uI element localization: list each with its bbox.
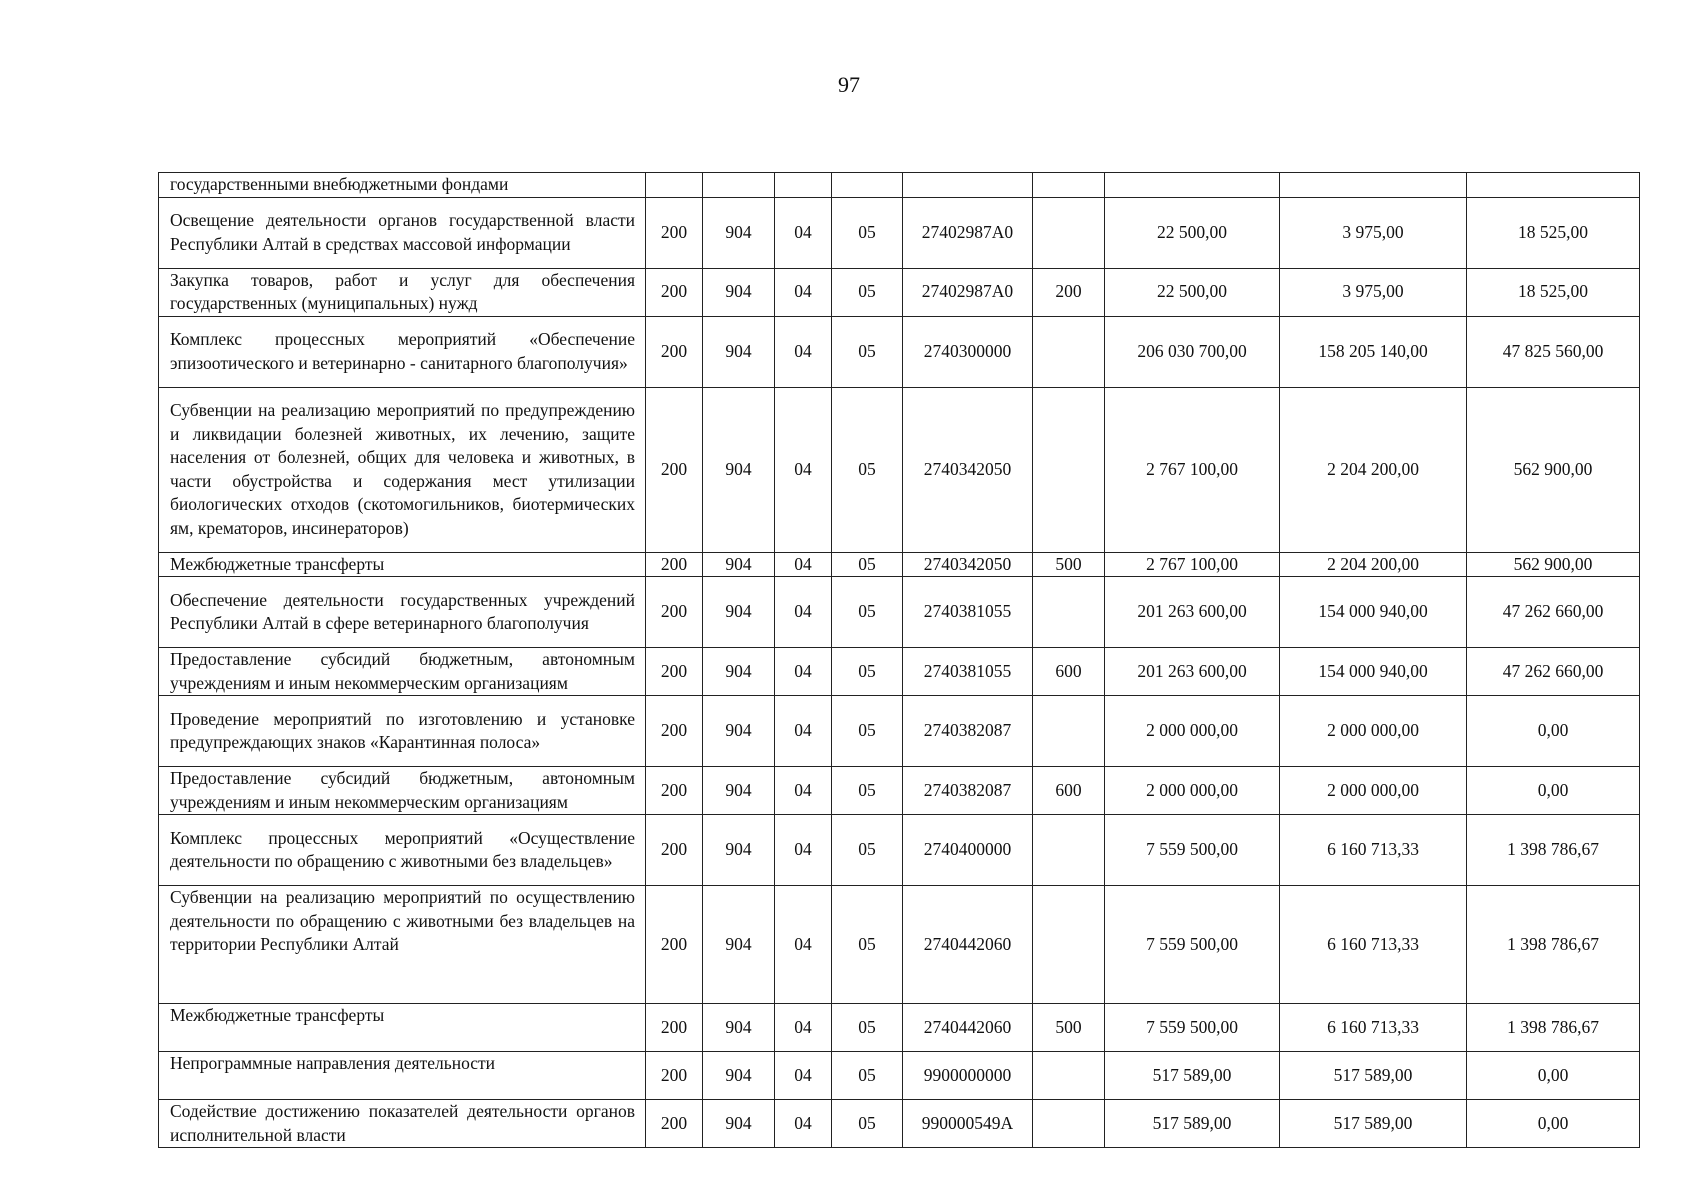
cell-target-article: 9900000000 xyxy=(903,1052,1033,1100)
cell-name: Субвенции на реализацию мероприятий по осуществлению деятельности по обращению с животными без владельцев на территории Республики Алтай xyxy=(159,886,646,1004)
cell-federal: 158 205 140,00 xyxy=(1280,316,1467,387)
cell-republic: 0,00 xyxy=(1467,1100,1640,1148)
cell-republic: 47 262 660,00 xyxy=(1467,648,1640,696)
cell-section: 04 xyxy=(775,696,832,767)
cell-ministry: 904 xyxy=(703,552,775,577)
cell-name: Субвенции на реализацию мероприятий по предупреждению и ликвидации болезней животных, их лечению, защите населения от болезней, общих для человека и животных, в части обустройства и содержания мест утилизации биологических отходов (скотомогильников, биотермических ям, крематоров, инсинераторов) xyxy=(159,387,646,552)
cell-federal: 154 000 940,00 xyxy=(1280,648,1467,696)
cell-ministry: 904 xyxy=(703,1004,775,1052)
table-row xyxy=(159,387,1640,552)
table-row xyxy=(159,1100,1640,1148)
cell-name: Непрограммные направления деятельности xyxy=(159,1052,646,1100)
cell-name: государственными внебюджетными фондами xyxy=(159,173,646,198)
cell-section: 04 xyxy=(775,815,832,886)
cell-name: Предоставление субсидий бюджетным, автономным учреждениям и иным некоммерческим организациям xyxy=(159,648,646,696)
cell-federal: 6 160 713,33 xyxy=(1280,815,1467,886)
cell-name: Комплекс процессных мероприятий «Осуществление деятельности по обращению с животными без владельцев» xyxy=(159,815,646,886)
cell-code: 200 xyxy=(646,648,703,696)
cell-section: 04 xyxy=(775,648,832,696)
cell-subsection: 05 xyxy=(832,648,903,696)
cell-subsection: 05 xyxy=(832,577,903,648)
cell-total: 2 767 100,00 xyxy=(1105,387,1280,552)
cell-name: Закупка товаров, работ и услуг для обеспечения государственных (муниципальных) нужд xyxy=(159,268,646,316)
cell-target-article: 2740381055 xyxy=(903,648,1033,696)
cell-target-article: 2740381055 xyxy=(903,577,1033,648)
cell-ministry: 904 xyxy=(703,696,775,767)
cell-republic: 0,00 xyxy=(1467,1052,1640,1100)
cell-federal: 6 160 713,33 xyxy=(1280,886,1467,1004)
table-row xyxy=(159,696,1640,767)
cell-subsection: 05 xyxy=(832,1100,903,1148)
cell-republic: 47 825 560,00 xyxy=(1467,316,1640,387)
cell-total: 7 559 500,00 xyxy=(1105,1004,1280,1052)
cell-ministry: 904 xyxy=(703,387,775,552)
cell-code: 200 xyxy=(646,696,703,767)
cell-name: Предоставление субсидий бюджетным, автономным учреждениям и иным некоммерческим организациям xyxy=(159,767,646,815)
cell-code: 200 xyxy=(646,552,703,577)
cell-federal xyxy=(1280,173,1467,198)
table-row xyxy=(159,648,1640,696)
cell-subsection: 05 xyxy=(832,696,903,767)
cell-code: 200 xyxy=(646,268,703,316)
cell-federal: 2 204 200,00 xyxy=(1280,552,1467,577)
cell-subsection: 05 xyxy=(832,886,903,1004)
cell-total: 22 500,00 xyxy=(1105,268,1280,316)
cell-code: 200 xyxy=(646,1004,703,1052)
table-row xyxy=(159,268,1640,316)
cell-expense-type xyxy=(1033,696,1105,767)
cell-code: 200 xyxy=(646,316,703,387)
cell-ministry: 904 xyxy=(703,648,775,696)
cell-code: 200 xyxy=(646,197,703,268)
cell-code: 200 xyxy=(646,1100,703,1148)
table-row xyxy=(159,577,1640,648)
cell-republic: 18 525,00 xyxy=(1467,268,1640,316)
cell-total: 206 030 700,00 xyxy=(1105,316,1280,387)
table-row xyxy=(159,886,1640,1004)
page-number: 97 xyxy=(838,72,860,97)
cell-target-article: 2740400000 xyxy=(903,815,1033,886)
table-row xyxy=(159,815,1640,886)
cell-code: 200 xyxy=(646,815,703,886)
cell-subsection xyxy=(832,173,903,198)
cell-target-article: 2740382087 xyxy=(903,696,1033,767)
cell-total: 201 263 600,00 xyxy=(1105,648,1280,696)
cell-republic: 1 398 786,67 xyxy=(1467,886,1640,1004)
cell-expense-type xyxy=(1033,1052,1105,1100)
cell-section: 04 xyxy=(775,552,832,577)
cell-expense-type xyxy=(1033,316,1105,387)
cell-target-article: 990000549А xyxy=(903,1100,1033,1148)
cell-subsection: 05 xyxy=(832,1004,903,1052)
cell-republic: 1 398 786,67 xyxy=(1467,1004,1640,1052)
cell-code: 200 xyxy=(646,767,703,815)
cell-subsection: 05 xyxy=(832,815,903,886)
cell-expense-type: 600 xyxy=(1033,767,1105,815)
cell-section: 04 xyxy=(775,1100,832,1148)
cell-expense-type xyxy=(1033,197,1105,268)
cell-name: Проведение мероприятий по изготовлению и установке предупреждающих знаков «Карантинная полоса» xyxy=(159,696,646,767)
cell-section: 04 xyxy=(775,1052,832,1100)
cell-name: Освещение деятельности органов государственной власти Республики Алтай в средствах массовой информации xyxy=(159,197,646,268)
cell-section: 04 xyxy=(775,767,832,815)
cell-republic: 47 262 660,00 xyxy=(1467,577,1640,648)
cell-subsection: 05 xyxy=(832,387,903,552)
cell-total xyxy=(1105,173,1280,198)
cell-section: 04 xyxy=(775,387,832,552)
cell-ministry: 904 xyxy=(703,767,775,815)
cell-total: 2 000 000,00 xyxy=(1105,696,1280,767)
cell-federal: 517 589,00 xyxy=(1280,1052,1467,1100)
cell-subsection: 05 xyxy=(832,1052,903,1100)
cell-target-article: 2740442060 xyxy=(903,1004,1033,1052)
budget-table xyxy=(158,172,1640,1148)
cell-subsection: 05 xyxy=(832,197,903,268)
cell-ministry: 904 xyxy=(703,197,775,268)
cell-ministry: 904 xyxy=(703,268,775,316)
cell-federal: 2 000 000,00 xyxy=(1280,696,1467,767)
cell-federal: 517 589,00 xyxy=(1280,1100,1467,1148)
cell-total: 22 500,00 xyxy=(1105,197,1280,268)
cell-total: 517 589,00 xyxy=(1105,1100,1280,1148)
table-row xyxy=(159,197,1640,268)
cell-federal: 3 975,00 xyxy=(1280,197,1467,268)
cell-expense-type: 500 xyxy=(1033,1004,1105,1052)
cell-republic: 1 398 786,67 xyxy=(1467,815,1640,886)
cell-total: 7 559 500,00 xyxy=(1105,815,1280,886)
cell-expense-type: 600 xyxy=(1033,648,1105,696)
cell-expense-type xyxy=(1033,173,1105,198)
cell-republic: 18 525,00 xyxy=(1467,197,1640,268)
cell-total: 2 000 000,00 xyxy=(1105,767,1280,815)
cell-target-article: 27402987А0 xyxy=(903,197,1033,268)
cell-subsection: 05 xyxy=(832,552,903,577)
cell-code: 200 xyxy=(646,577,703,648)
cell-target-article xyxy=(903,173,1033,198)
cell-ministry: 904 xyxy=(703,886,775,1004)
table-row xyxy=(159,316,1640,387)
cell-subsection: 05 xyxy=(832,767,903,815)
cell-subsection: 05 xyxy=(832,316,903,387)
cell-section: 04 xyxy=(775,1004,832,1052)
cell-target-article: 27402987А0 xyxy=(903,268,1033,316)
cell-republic: 562 900,00 xyxy=(1467,552,1640,577)
cell-name: Межбюджетные трансферты xyxy=(159,552,646,577)
cell-ministry: 904 xyxy=(703,1052,775,1100)
cell-target-article: 2740342050 xyxy=(903,552,1033,577)
cell-expense-type xyxy=(1033,1100,1105,1148)
cell-section: 04 xyxy=(775,886,832,1004)
cell-republic xyxy=(1467,173,1640,198)
cell-republic: 0,00 xyxy=(1467,696,1640,767)
cell-republic: 562 900,00 xyxy=(1467,387,1640,552)
cell-federal: 2 000 000,00 xyxy=(1280,767,1467,815)
table-row xyxy=(159,767,1640,815)
table-row xyxy=(159,1004,1640,1052)
cell-expense-type xyxy=(1033,815,1105,886)
cell-ministry: 904 xyxy=(703,577,775,648)
cell-code: 200 xyxy=(646,886,703,1004)
cell-federal: 6 160 713,33 xyxy=(1280,1004,1467,1052)
cell-name: Содействие достижению показателей деятельности органов исполнительной власти xyxy=(159,1100,646,1148)
cell-section: 04 xyxy=(775,268,832,316)
cell-ministry: 904 xyxy=(703,316,775,387)
cell-total: 2 767 100,00 xyxy=(1105,552,1280,577)
cell-target-article: 2740382087 xyxy=(903,767,1033,815)
cell-federal: 154 000 940,00 xyxy=(1280,577,1467,648)
cell-section: 04 xyxy=(775,577,832,648)
cell-total: 201 263 600,00 xyxy=(1105,577,1280,648)
cell-expense-type xyxy=(1033,886,1105,1004)
cell-expense-type: 200 xyxy=(1033,268,1105,316)
cell-subsection: 05 xyxy=(832,268,903,316)
cell-ministry: 904 xyxy=(703,815,775,886)
table-row xyxy=(159,173,1640,198)
cell-federal: 3 975,00 xyxy=(1280,268,1467,316)
cell-target-article: 2740442060 xyxy=(903,886,1033,1004)
cell-name: Межбюджетные трансферты xyxy=(159,1004,646,1052)
cell-expense-type xyxy=(1033,577,1105,648)
cell-section xyxy=(775,173,832,198)
cell-section: 04 xyxy=(775,316,832,387)
table-row xyxy=(159,552,1640,577)
cell-code: 200 xyxy=(646,387,703,552)
cell-code: 200 xyxy=(646,1052,703,1100)
cell-target-article: 2740300000 xyxy=(903,316,1033,387)
cell-name: Обеспечение деятельности государственных учреждений Республики Алтай в сфере ветеринарного благополучия xyxy=(159,577,646,648)
cell-republic: 0,00 xyxy=(1467,767,1640,815)
cell-total: 7 559 500,00 xyxy=(1105,886,1280,1004)
cell-name: Комплекс процессных мероприятий «Обеспечение эпизоотического и ветеринарно - санитарного благополучия» xyxy=(159,316,646,387)
cell-total: 517 589,00 xyxy=(1105,1052,1280,1100)
cell-section: 04 xyxy=(775,197,832,268)
cell-expense-type xyxy=(1033,387,1105,552)
table-row xyxy=(159,1052,1640,1100)
cell-ministry: 904 xyxy=(703,1100,775,1148)
cell-expense-type: 500 xyxy=(1033,552,1105,577)
cell-ministry xyxy=(703,173,775,198)
cell-federal: 2 204 200,00 xyxy=(1280,387,1467,552)
table-body xyxy=(159,173,1640,1148)
cell-target-article: 2740342050 xyxy=(903,387,1033,552)
cell-code xyxy=(646,173,703,198)
